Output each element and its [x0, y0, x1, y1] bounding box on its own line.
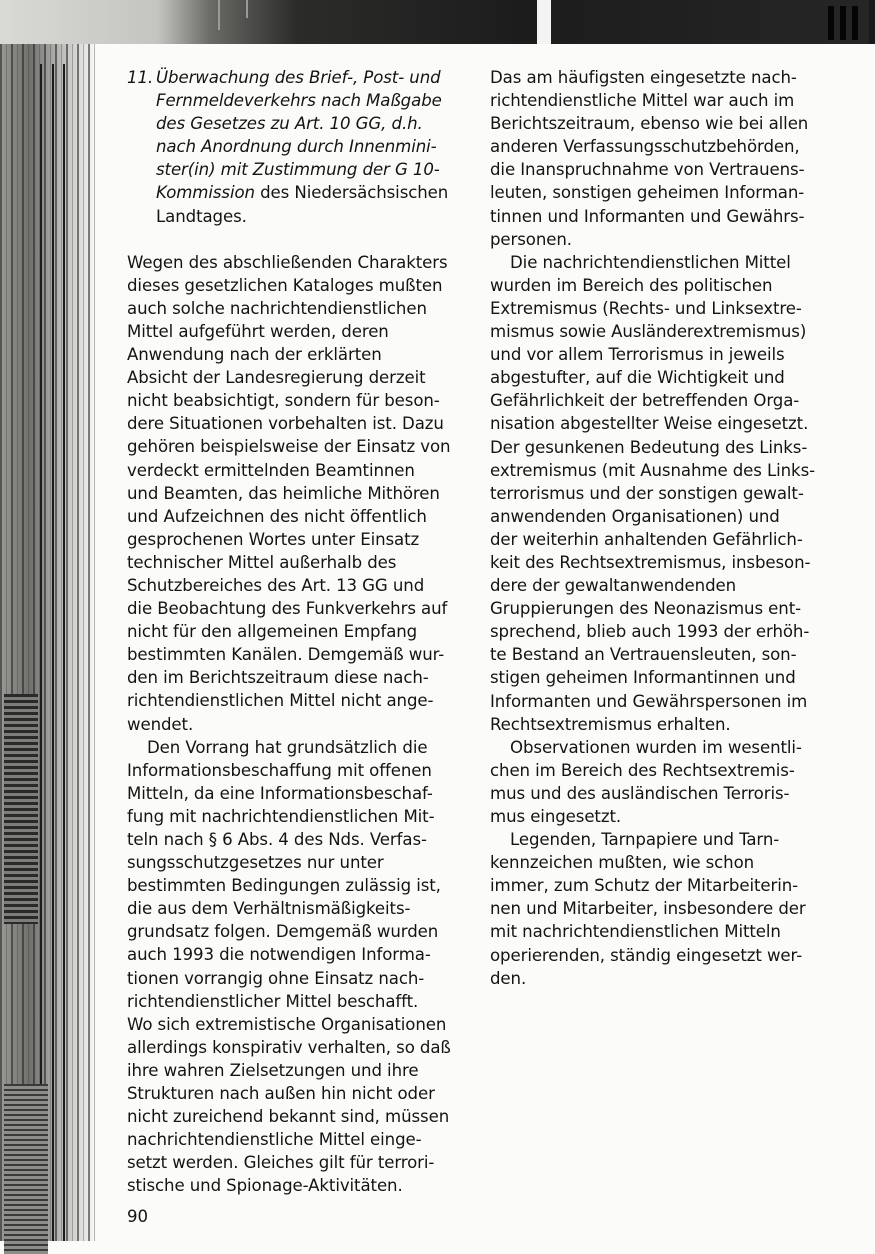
text-line: mus und des ausländischen Terroris- — [490, 783, 790, 803]
binding-rule — [40, 64, 42, 1241]
text-line: Extremismus (Rechts- und Linksextre- — [490, 298, 802, 318]
text-line: nicht beabsichtigt, sondern für beson- — [127, 391, 440, 411]
text-line: Mittel aufgeführt werden, deren — [127, 321, 389, 341]
text-line: wurden im Bereich des politischen — [490, 275, 773, 295]
text-line: ihre wahren Zielsetzungen und ihre — [127, 1060, 419, 1080]
text-line: Legenden, Tarnpapiere und Tarn- — [510, 830, 780, 850]
text-line: der weiterhin anhaltenden Gefährlich- — [490, 529, 803, 549]
text-line: Wegen des abschließenden Charakters — [127, 252, 448, 272]
text-line: allerdings konspirativ verhalten, so daß — [127, 1037, 451, 1057]
text-line: richtendienstliche Mittel war auch im — [490, 91, 795, 111]
paragraph — [127, 736, 467, 1198]
item-text: des Gesetzes zu Art. 10 GG, d.h. — [156, 114, 423, 134]
text-line: Rechtsextremismus erhalten. — [490, 714, 731, 734]
text-line: Den Vorrang hat grundsätzlich die — [147, 737, 428, 757]
text-line: Gefährlichkeit der betreffenden Orga- — [490, 391, 800, 411]
text-line: kennzeichen mußten, wie schon — [490, 853, 755, 873]
text-line: gesprochenen Wortes unter Einsatz — [127, 529, 420, 549]
text-line: Der gesunkenen Bedeutung des Links- — [490, 437, 808, 457]
text-line: Wo sich extremistische Organisationen — [127, 1014, 447, 1034]
scan-speck — [218, 0, 220, 30]
text-line: richtendienstlichen Mittel nicht ange- — [127, 691, 434, 711]
text-line: Schutzbereiches des Art. 13 GG und — [127, 575, 425, 595]
right-column — [490, 66, 830, 990]
item-line — [127, 112, 467, 135]
paragraph-gap — [127, 228, 467, 251]
text-line: Das am häufigsten eingesetzte nach- — [490, 68, 797, 87]
text-line: keit des Rechtsextremismus, insbeson- — [490, 552, 811, 572]
text-line: Gruppierungen des Neonazismus ent- — [490, 599, 801, 619]
left-column — [127, 66, 467, 1198]
text-line: Absicht der Landesregierung derzeit — [127, 368, 426, 388]
text-line: bestimmten Kanälen. Demgemäß wur- — [127, 645, 445, 665]
left-paragraphs — [127, 251, 467, 1198]
paragraph — [490, 828, 830, 990]
paragraph — [490, 251, 830, 736]
paragraph — [127, 251, 467, 736]
text-line: te Bestand an Vertrauensleuten, son- — [490, 645, 797, 665]
scan-binding-edge — [0, 44, 96, 1241]
numbered-item — [127, 66, 467, 228]
right-paragraphs — [490, 66, 830, 990]
text-line: verdeckt ermittelnden Beamtinnen — [127, 460, 415, 480]
text-line: Observationen wurden im wesentli- — [510, 737, 802, 757]
item-line — [127, 205, 467, 228]
text-line: und Aufzeichnen des nicht öffentlich — [127, 506, 427, 526]
item-line — [127, 158, 467, 181]
scan-bar — [840, 6, 846, 40]
scan-notch — [537, 0, 551, 44]
binding-shadow — [4, 1084, 48, 1254]
text-line: Die nachrichtendienstlichen Mittel — [510, 252, 791, 272]
text-line: fung mit nachrichtendienstlichen Mit- — [127, 806, 435, 826]
text-line: operierenden, ständig eingesetzt wer- — [490, 945, 803, 965]
item-line — [127, 89, 467, 112]
text-line: bestimmten Bedingungen zulässig ist, — [127, 876, 441, 896]
text-line: sprechend, blieb auch 1993 der erhöh- — [490, 622, 810, 642]
text-line: richtendienstlicher Mittel beschafft. — [127, 991, 419, 1011]
binding-rule — [63, 64, 65, 1241]
text-line: den im Berichtszeitraum diese nach- — [127, 668, 429, 688]
scan-top-band — [0, 0, 875, 44]
text-line: wendet. — [127, 714, 194, 734]
paragraph — [490, 66, 830, 251]
text-line: nisation abgestellter Weise eingesetzt. — [490, 414, 809, 434]
item-text: Überwachung des Brief-, Post- und — [156, 68, 441, 87]
item-text: nach Anordnung durch Innenmini- — [156, 137, 437, 157]
text-line: Strukturen nach außen hin nicht oder — [127, 1084, 435, 1104]
text-line: anwendenden Organisationen) und — [490, 506, 780, 526]
text-line: Mitteln, da eine Informationsbeschaf- — [127, 783, 433, 803]
text-line: Informationsbeschaffung mit offenen — [127, 760, 432, 780]
item-text: Landtages. — [156, 206, 247, 226]
text-line: mismus sowie Ausländerextremismus) — [490, 322, 807, 342]
scan-right-edge — [869, 0, 875, 1241]
text-line: mus eingesetzt. — [490, 807, 622, 826]
text-line: nachrichtendienstliche Mittel einge- — [127, 1130, 422, 1150]
text-line: nen und Mitarbeiter, insbesondere der — [490, 899, 806, 919]
scan-speck — [246, 0, 248, 18]
text-line: dere der gewaltanwendenden — [490, 576, 737, 596]
paragraph — [490, 736, 830, 828]
text-line: anderen Verfassungsschutzbehörden, — [490, 137, 800, 157]
text-line: teln nach § 6 Abs. 4 des Nds. Verfas- — [127, 830, 427, 849]
item-text: des Niedersächsischen — [254, 183, 449, 203]
text-line: gehören beispielsweise der Einsatz von — [127, 437, 451, 457]
text-line: Anwendung nach der erklärten — [127, 345, 382, 365]
text-line: immer, zum Schutz der Mitarbeiterin- — [490, 876, 799, 896]
text-line: grundsatz folgen. Demgemäß wurden — [127, 922, 439, 942]
text-line: die Beobachtung des Funkverkehrs auf — [127, 599, 448, 619]
scan-bar — [852, 6, 858, 40]
text-line: mit nachrichtendienstlichen Mitteln — [490, 922, 781, 942]
text-line: sungsschutzgesetzes nur unter — [127, 853, 384, 873]
text-line: tinnen und Informanten und Gewährs- — [490, 206, 805, 226]
text-line: setzt werden. Gleiches gilt für terrori- — [127, 1153, 435, 1173]
item-text: ster(in) mit Zustimmung der G 10- — [156, 160, 440, 180]
text-line: den. — [490, 968, 527, 988]
text-line: die Inanspruchnahme von Vertrauens- — [490, 160, 805, 180]
item-line — [127, 66, 467, 89]
text-line: die aus dem Verhältnismäßigkeits- — [127, 899, 411, 919]
text-line: terrorismus und der sonstigen gewalt- — [490, 483, 804, 503]
text-line: nicht für den allgemeinen Empfang — [127, 622, 418, 642]
text-line: stische und Spionage-Aktivitäten. — [127, 1176, 403, 1196]
page-number: 90 — [127, 1207, 149, 1226]
item-line — [127, 181, 467, 204]
text-line: auch solche nachrichtendienstlichen — [127, 298, 427, 318]
text-line: stigen geheimen Informantinnen und — [490, 668, 796, 688]
text-line: Berichtszeitraum, ebenso wie bei allen — [490, 114, 809, 134]
text-line: chen im Bereich des Rechtsextremis- — [490, 760, 795, 780]
item-text: Fernmeldeverkehrs nach Maßgabe — [156, 91, 442, 111]
binding-rule — [52, 64, 54, 1241]
scan-bar — [828, 6, 834, 40]
text-line: auch 1993 die notwendigen Informa- — [127, 945, 431, 965]
text-line: und vor allem Terrorismus in jeweils — [490, 345, 785, 365]
text-line: personen. — [490, 229, 572, 249]
text-line: dieses gesetzlichen Kataloges mußten — [127, 275, 443, 295]
text-line: technischer Mittel außerhalb des — [127, 552, 397, 572]
text-line: dere Situationen vorbehalten ist. Dazu — [127, 414, 444, 434]
item-text: Kommission — [156, 183, 255, 203]
text-line: abgestufter, auf die Wichtigkeit und — [490, 368, 785, 388]
text-line: und Beamten, das heimliche Mithören — [127, 483, 440, 503]
text-line: leuten, sonstigen geheimen Informan- — [490, 183, 805, 203]
item-line — [127, 135, 467, 158]
text-line: extremismus (mit Ausnahme des Links- — [490, 460, 816, 480]
text-line: tionen vorrangig ohne Einsatz nach- — [127, 968, 425, 988]
binding-shadow — [4, 694, 38, 924]
text-line: Informanten und Gewährspersonen im — [490, 691, 808, 711]
text-line: nicht zureichend bekannt sind, müssen — [127, 1107, 450, 1127]
item-number: 11. — [127, 68, 154, 87]
